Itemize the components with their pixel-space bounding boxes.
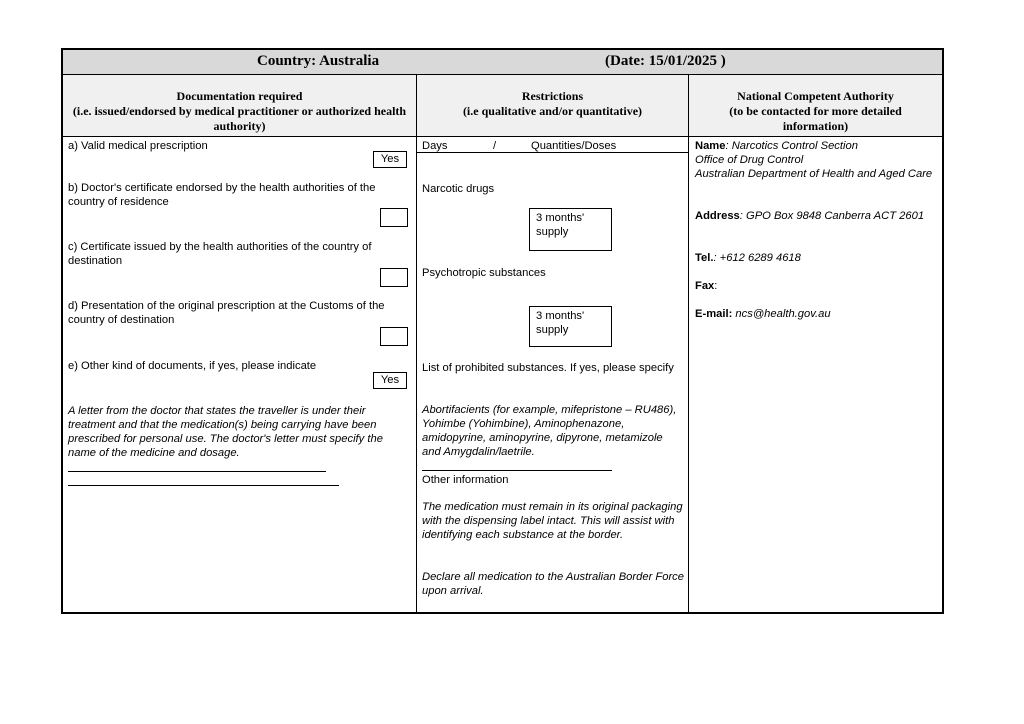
documentation-header	[63, 75, 416, 137]
address-label: Address	[695, 210, 740, 222]
date-title: (Date: 15/01/2025 )	[605, 53, 726, 69]
prohibited-substances-label: List of prohibited substances. If yes, please specify	[422, 362, 674, 374]
other-information-text-2: Declare all medication to the Australian Border Force upon arrival.	[422, 571, 684, 597]
documentation-header-subtitle: (i.e. issued/endorsed by medical practitioner or authorized health authority)	[72, 104, 407, 133]
form-table	[61, 48, 944, 614]
other-information-label: Other information	[422, 474, 509, 486]
blank-line-1	[68, 471, 326, 472]
doctor-letter-text: A letter from the doctor that states the traveller is under their treatment and that the medication(s) being carrying have been prescribed for personal use. The doctor's letter must specify the name of the medicine and dosage.	[68, 405, 383, 459]
fax-label: Fax	[695, 280, 715, 292]
other-information-text-1: The medication must remain in its original packaging with the dispensing label intact. This will assist with identifying each substance at the border.	[422, 501, 683, 541]
doc-a-checkbox[interactable]: Yes	[373, 151, 407, 168]
column-divider-2	[688, 75, 689, 612]
doc-item-b: b) Doctor's certificate endorsed by the health authorities of the country of residence	[68, 182, 376, 208]
tel-label: Tel.	[695, 252, 714, 264]
email-value[interactable]: ncs@health.gov.au	[732, 308, 831, 320]
authority-name-line	[695, 139, 935, 153]
narcotic-drugs-label: Narcotic drugs	[422, 183, 495, 195]
narcotic-supply-box: 3 months' supply	[529, 208, 612, 251]
authority-header-subtitle: (to be contacted for more detailed information)	[729, 104, 902, 133]
name-value: : Narcotics Control Section	[725, 140, 858, 152]
quantities-label: Quantities/Doses	[531, 140, 617, 152]
address-value: : GPO Box 9848 Canberra ACT 2601	[739, 210, 925, 222]
restrictions-header-subtitle: (i.e qualitative and/or quantitative)	[462, 104, 643, 118]
email-label: E-mail:	[695, 308, 733, 320]
authority-header-title: National Competent Authority	[737, 89, 894, 103]
doc-item-d: d) Presentation of the original prescription at the Customs of the country of destination	[68, 300, 385, 326]
days-quantities-separator: /	[493, 140, 497, 152]
column-divider-1	[416, 75, 417, 612]
authority-tel-line	[695, 251, 935, 265]
doc-d-checkbox[interactable]	[380, 327, 408, 346]
doc-item-e: e) Other kind of documents, if yes, please indicate	[68, 360, 317, 372]
days-label: Days	[422, 140, 448, 152]
title-bar	[63, 50, 942, 75]
days-underline	[417, 152, 688, 153]
authority-department: Australian Department of Health and Aged Care	[695, 168, 933, 180]
doc-e-checkbox[interactable]: Yes	[373, 372, 407, 389]
doc-item-a: a) Valid medical prescription	[68, 140, 208, 152]
blank-line-2	[68, 485, 339, 486]
doc-c-checkbox[interactable]	[380, 268, 408, 287]
doc-b-checkbox[interactable]	[380, 208, 408, 227]
psychotropic-supply-box: 3 months' supply	[529, 306, 612, 347]
restrictions-header	[417, 75, 688, 137]
authority-header	[689, 75, 942, 137]
country-title: Country: Australia	[257, 53, 380, 69]
prohibited-underline	[422, 470, 612, 471]
authority-office: Office of Drug Control	[695, 154, 804, 166]
name-label: Name	[695, 140, 726, 152]
psychotropic-label: Psychotropic substances	[422, 267, 546, 279]
authority-email-line	[695, 307, 935, 321]
restrictions-header-title: Restrictions	[521, 89, 584, 103]
documentation-header-title: Documentation required	[176, 89, 303, 103]
tel-value: : +612 6289 4618	[713, 252, 801, 264]
doc-item-c: c) Certificate issued by the health authorities of the country of destination	[68, 241, 372, 267]
prohibited-substances-list: Abortifacients (for example, mifepristone – RU486), Yohimbe (Yohimbine), Aminophenazone, amidopyrine, aminopyrine, dipyrone, metamizole and Amygdalin/laetrile.	[422, 404, 677, 458]
fax-value: :	[714, 280, 718, 292]
authority-fax-line	[695, 279, 935, 293]
authority-address-line	[695, 209, 935, 223]
